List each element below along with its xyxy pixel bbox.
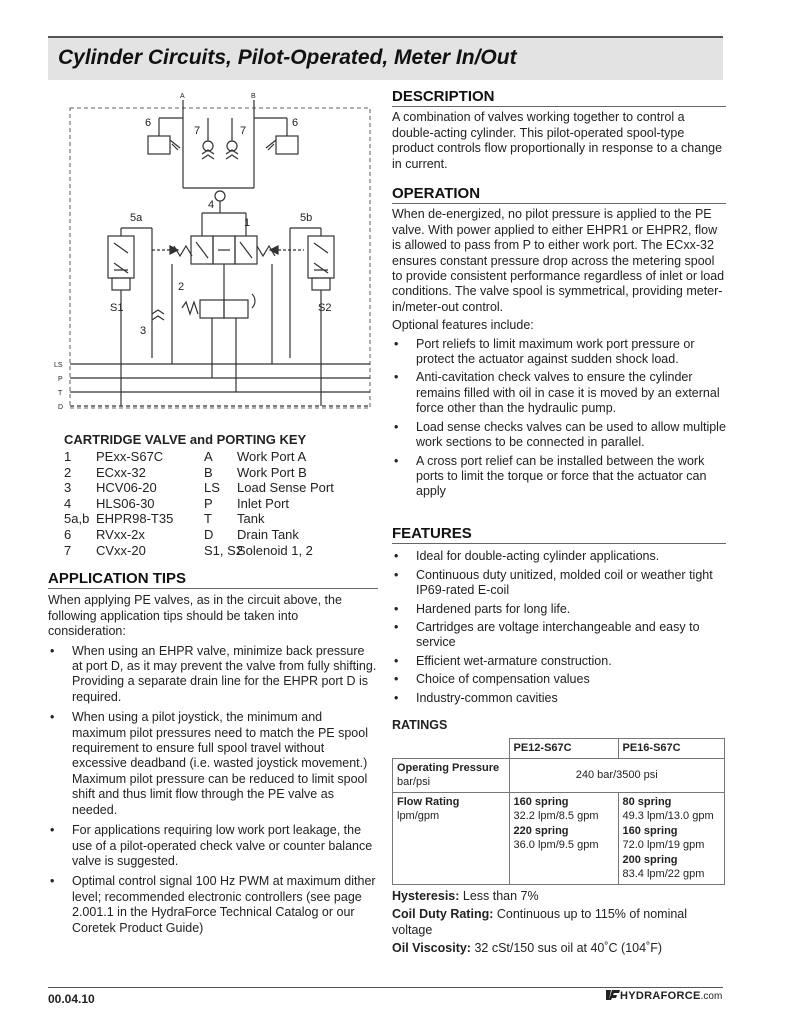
bullet-icon: •: [394, 567, 399, 582]
label-s1: S1: [110, 302, 124, 314]
list-item: [392, 370, 726, 416]
footer-rule: [48, 987, 723, 988]
bullet-icon: •: [394, 601, 399, 616]
viscosity-label: Oil Viscosity:: [392, 941, 471, 956]
list-item: [392, 691, 726, 706]
coil-duty-value: Continuous up to 115% of nominal voltage: [392, 907, 688, 937]
key-part: EHPR98-T35: [96, 511, 174, 527]
list-item-text: When using an EHPR valve, minimize back pressure at port D, as it may prevent the valve from fully shifting. Providing a separate drain line for the EHPR port D is required.: [72, 643, 377, 704]
flow-rating-label: Flow Rating: [397, 795, 460, 808]
spring-label: 160 spring: [622, 824, 678, 837]
description-heading: DESCRIPTION: [392, 88, 495, 105]
circuit-diagram: [52, 88, 380, 422]
operating-pressure-unit: bar/psi: [397, 776, 431, 789]
application-tips-section: [48, 571, 378, 941]
hysteresis-value: Less than 7%: [459, 889, 539, 903]
list-item-text: A cross port relief can be installed between the work ports to limit the torque or force that the actuator can apply: [416, 453, 707, 499]
list-item-text: Efficient wet-armature construction.: [416, 653, 612, 668]
key-code: D: [204, 526, 214, 542]
optional-features-list: [392, 337, 726, 500]
bullet-icon: •: [50, 710, 55, 725]
key-part: CVxx-20: [96, 542, 146, 558]
label-4: 4: [208, 199, 215, 211]
key-desc: Load Sense Port: [237, 480, 334, 496]
spring-label: 200 spring: [622, 853, 678, 866]
bullet-icon: •: [394, 620, 399, 635]
features-section: [392, 526, 726, 709]
key-code: S1, S2: [204, 542, 244, 558]
label-1: 1: [244, 217, 251, 229]
ratings-section: [392, 718, 726, 885]
key-desc: Inlet Port: [237, 495, 290, 511]
bullet-icon: •: [394, 690, 399, 705]
viscosity-value: 32 cSt/150 sus oil at 40˚C (104˚F): [470, 941, 663, 956]
bullet-icon: •: [394, 653, 399, 668]
bullet-icon: •: [50, 874, 55, 889]
flow-rating-unit: lpm/gpm: [397, 810, 440, 823]
application-tips-list: [48, 644, 378, 936]
operating-pressure-value: 240 bar/3500 psi: [509, 758, 725, 792]
list-item-text: Cartridges are voltage interchangeable and easy to service: [416, 620, 700, 650]
key-part: HLS06-30: [96, 495, 155, 511]
key-num: 6: [64, 526, 72, 542]
list-item: [392, 602, 726, 617]
key-desc: Work Port A: [237, 449, 307, 464]
table-cell-empty: [393, 739, 510, 759]
features-list: [392, 549, 726, 706]
bullet-icon: •: [394, 336, 399, 351]
key-row: [62, 496, 382, 512]
spring-label: 220 spring: [513, 824, 569, 837]
list-item-text: When using a pilot joystick, the minimum and maximum pilot pressures need to match the PE spool requirement to ensure full spool travel without excessive deadband (i.e. wasted joystick movement.) Maximum pilot pressure can be reduced to limit spool shift and thus limit flow through the PE valve as needed.: [72, 710, 368, 817]
key-part: ECxx-32: [96, 464, 146, 480]
section-rule: [392, 543, 726, 544]
label-7-left: 7: [194, 125, 201, 137]
port-label-a: A: [180, 93, 185, 100]
page-number: 00.04.10: [48, 992, 95, 1006]
list-item-text: Industry-common cavities: [416, 690, 558, 705]
spring-label: 80 spring: [622, 795, 672, 808]
operating-pressure-label: Operating Pressure: [397, 761, 500, 774]
list-item: [392, 672, 726, 687]
list-item: [392, 568, 726, 599]
operation-text: When de-energized, no pilot pressure is applied to the PE valve. With power applied to either EHPR1 or EHPR2, flow is allowed to pass from P to either work port. The ECxx-32 ensures constant pressure drop across the metering spool to provide consistent performance regardless of inlet or load conditions. The valve spool is symmetrical, providing meter-in/meter-out control.: [392, 207, 725, 314]
label-6-right: 6: [292, 117, 299, 129]
optional-features-intro: Optional features include:: [392, 318, 534, 333]
key-code: B: [204, 464, 213, 480]
key-row: [62, 511, 382, 527]
column-header-pe16: PE16-S67C: [618, 739, 725, 759]
brand-logo: [606, 990, 722, 1002]
hysteresis-spec: [392, 889, 726, 904]
table-row: [393, 758, 725, 792]
key-num: 1: [64, 449, 72, 464]
key-part: PExx-S67C: [96, 449, 164, 464]
list-item: [48, 823, 378, 869]
cartridge-key-title: CARTRIDGE VALVE and PORTING KEY: [64, 432, 307, 447]
list-item: [48, 710, 378, 818]
key-code: P: [204, 495, 213, 511]
key-row: [62, 527, 382, 543]
page-title: Cylinder Circuits, Pilot-Operated, Meter In/Out: [58, 46, 517, 69]
port-label-ls: LS: [54, 362, 63, 369]
specs-section: [392, 889, 726, 960]
operation-heading: OPERATION: [392, 185, 481, 202]
bullet-icon: •: [394, 370, 399, 385]
key-row: [62, 480, 382, 496]
port-label-b: B: [251, 93, 256, 100]
brand-name: HYDRAFORCE: [620, 990, 701, 1002]
section-rule: [392, 203, 726, 204]
key-code: LS: [204, 480, 220, 496]
label-s2: S2: [318, 302, 332, 314]
list-item: [392, 337, 726, 368]
description-section: [392, 89, 726, 175]
list-item: [392, 549, 726, 564]
cartridge-key: [62, 432, 382, 558]
spring-label: 160 spring: [513, 795, 569, 808]
bullet-icon: •: [394, 672, 399, 687]
ratings-table: [392, 738, 725, 885]
list-item: [392, 620, 726, 651]
port-label-p: P: [58, 376, 63, 383]
list-item-text: Hardened parts for long life.: [416, 601, 571, 616]
bullet-icon: •: [394, 453, 399, 468]
table-row-label: [393, 758, 510, 792]
coil-duty-spec: [392, 907, 726, 938]
table-row-label: [393, 792, 510, 884]
list-item-text: Port reliefs to limit maximum work port pressure or protect the actuator against sudden shock load.: [416, 336, 695, 367]
label-2: 2: [178, 281, 185, 293]
operation-section: [392, 186, 726, 503]
bullet-icon: •: [50, 823, 55, 838]
key-num: 3: [64, 480, 72, 496]
port-label-d: D: [58, 404, 64, 411]
application-tips-heading: APPLICATION TIPS: [48, 570, 187, 587]
key-desc: Tank: [237, 511, 265, 527]
list-item: [392, 654, 726, 669]
label-7-right: 7: [240, 125, 247, 137]
label-5b: 5b: [300, 212, 313, 224]
key-code: A: [204, 449, 213, 464]
bullet-icon: •: [50, 643, 55, 658]
key-row: [62, 543, 382, 559]
list-item-text: Load sense checks valves can be used to allow multiple work sections to be connected in parallel.: [416, 419, 726, 450]
section-rule: [48, 588, 378, 589]
key-row: [62, 449, 382, 465]
list-item: [48, 644, 378, 706]
bullet-icon: •: [394, 419, 399, 434]
label-6-left: 6: [145, 117, 152, 129]
key-part: HCV06-20: [96, 480, 157, 496]
label-5a: 5a: [130, 212, 143, 224]
table-row: [393, 792, 725, 884]
pe16-flow-cell: [618, 792, 725, 884]
description-text: A combination of valves working together to control a double-acting cylinder. This pilot-operated spool-type product controls flow proportionally in response to a change in current.: [392, 110, 723, 171]
list-item-text: Continuous duty unitized, molded coil or weather tight IP69-rated E-coil: [416, 567, 713, 598]
features-heading: FEATURES: [392, 525, 472, 542]
key-num: 4: [64, 495, 72, 511]
list-item: [392, 454, 726, 500]
list-item-text: Ideal for double-acting cylinder applications.: [416, 549, 660, 564]
list-item: [48, 874, 378, 936]
port-label-t: T: [58, 390, 63, 397]
key-row: [62, 465, 382, 481]
pe12-flow-cell: [509, 792, 618, 884]
list-item-text: Optimal control signal 100 Hz PWM at maximum dither level; recommended electronic controllers (see page 2.001.1 in the HydraForce Technical Catalog or our Coretek Product Guide): [72, 874, 376, 935]
label-3: 3: [140, 325, 147, 337]
table-header-row: [393, 739, 725, 759]
column-header-pe12: PE12-S67C: [509, 739, 618, 759]
list-item-text: For applications requiring low work port leakage, the use of a pilot-operated check valve or counter balance valve is suggested.: [72, 823, 373, 868]
list-item-text: Choice of compensation values: [416, 672, 590, 687]
key-num: 5a,b: [64, 511, 90, 527]
key-code: T: [204, 511, 212, 527]
bullet-icon: •: [394, 549, 399, 564]
flow-value: 49.3 lpm/13.0 gpm: [622, 810, 714, 823]
list-item: [392, 420, 726, 451]
section-rule: [392, 106, 726, 107]
hydraforce-logo-icon: [606, 990, 620, 1000]
hysteresis-label: Hysteresis:: [392, 889, 460, 903]
flow-value: 83.4 lpm/22 gpm: [622, 868, 705, 881]
ratings-heading: RATINGS: [392, 718, 448, 732]
flow-value: 36.0 lpm/9.5 gpm: [513, 839, 599, 852]
viscosity-spec: [392, 941, 726, 956]
key-desc: Solenoid 1, 2: [237, 542, 313, 558]
flow-value: 32.2 lpm/8.5 gpm: [513, 810, 599, 823]
key-desc: Work Port B: [237, 464, 307, 480]
key-num: 7: [64, 542, 72, 558]
application-tips-intro: When applying PE valves, as in the circuit above, the following application tips should be taken into consideration:: [48, 593, 342, 639]
flow-value: 72.0 lpm/19 gpm: [622, 839, 705, 852]
coil-duty-label: Coil Duty Rating:: [392, 907, 494, 922]
key-num: 2: [64, 464, 72, 480]
brand-domain: .com: [700, 991, 723, 1002]
list-item-text: Anti-cavitation check valves to ensure the cylinder remains filled with oil in case it is moved by an external force other than the hydraulic pump.: [416, 370, 720, 416]
key-desc: Drain Tank: [237, 526, 299, 542]
key-part: RVxx-2x: [96, 526, 145, 542]
